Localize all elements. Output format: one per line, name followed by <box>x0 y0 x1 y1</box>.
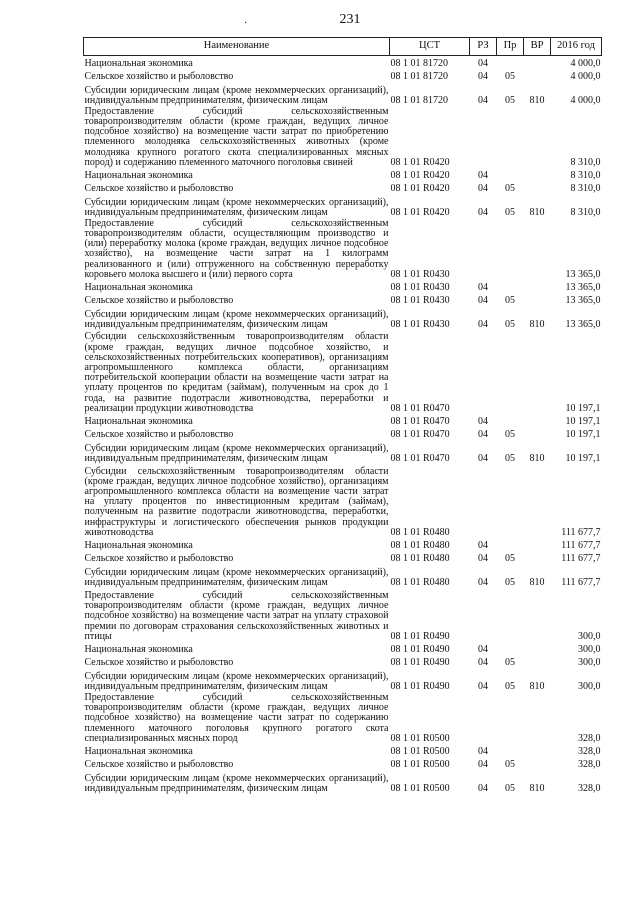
row-pr: 05 <box>505 318 515 330</box>
row-csr: 08 1 01 R0430 <box>390 294 450 306</box>
row-csr: 08 1 01 R0430 <box>390 318 450 330</box>
row-csr: 08 1 01 R0470 <box>390 402 450 414</box>
table-row <box>84 744 602 757</box>
row-vr <box>524 692 551 744</box>
row-csr: 08 1 01 R0480 <box>390 539 450 551</box>
row-vr <box>524 464 551 538</box>
row-amount: 111 677,7 <box>561 539 601 551</box>
table-row <box>84 655 602 668</box>
row-name: Предоставление субсидий сельскохозяйственным товаропроизводителям области (кроме граждан, ведущих личное подсобное хозяйство) на возмещение части затрат по приобретению племенного молодняка сельскохозяйственных животных (кроме молодняка крупного рогатого скота специализированных мясных пород) и содержанию племенного маточного поголовья свиней <box>84 105 389 168</box>
row-vr: 810 <box>529 576 545 588</box>
row-amount: 300,0 <box>578 656 601 668</box>
row-pr <box>497 168 524 181</box>
row-name: Национальная экономика <box>84 539 193 551</box>
row-name: Национальная экономика <box>84 745 193 757</box>
row-rz <box>470 464 497 538</box>
row-vr <box>524 69 551 82</box>
row-rz <box>470 218 497 280</box>
row-vr <box>524 330 551 414</box>
row-pr <box>497 464 524 538</box>
row-csr: 08 1 01 R0490 <box>390 656 450 668</box>
row-amount: 13 365,0 <box>565 268 601 280</box>
row-name: Субсидии юридическим лицам (кроме некоммерческих организаций), индивидуальным предпринимателям, физическим лицам <box>84 566 389 588</box>
row-vr <box>524 551 551 564</box>
row-csr: 08 1 01 81720 <box>390 94 448 106</box>
row-name: Предоставление субсидий сельскохозяйственным товаропроизводителям области (кроме граждан, ведущих личное подсобное хозяйство) на возмещение части затрат на уплату страховой премии по договорам страхования сельскохозяйственных животных и птицы <box>84 589 389 642</box>
row-rz: 04 <box>478 428 488 440</box>
row-rz: 04 <box>478 206 488 218</box>
row-pr <box>497 56 524 70</box>
scan-speck: · <box>244 18 248 29</box>
table-row <box>84 168 602 181</box>
row-pr: 05 <box>505 182 515 194</box>
row-csr: 08 1 01 R0420 <box>390 182 450 194</box>
row-name: Субсидии юридическим лицам (кроме некоммерческих организаций), индивидуальным предпринимателям, физическим лицам <box>84 308 389 330</box>
row-pr <box>497 106 524 168</box>
row-name: Предоставление субсидий сельскохозяйственным товаропроизводителям области, осуществляющим производство и (или) переработку молока (кроме граждан, ведущих личное подсобное хозяйство), на возмещение части затрат на 1 килограмм реализованного и (или) отгруженного на собственную переработку коровьего молока высшего и (или) первого сорта <box>84 217 389 280</box>
row-name: Предоставление субсидий сельскохозяйственным товаропроизводителям области (кроме граждан, ведущих личное подсобное хозяйство) на возмещение части затрат по содержанию племенного маточного поголовья крупного рогатого скота специализированных мясных пород <box>84 691 389 744</box>
table-row <box>84 692 602 744</box>
row-vr <box>524 56 551 70</box>
row-vr <box>524 655 551 668</box>
row-vr <box>524 744 551 757</box>
row-pr: 05 <box>505 656 515 668</box>
row-csr: 08 1 01 R0420 <box>390 156 450 168</box>
row-csr: 08 1 01 R0500 <box>390 782 450 794</box>
row-name: Национальная экономика <box>84 169 193 181</box>
row-csr: 08 1 01 R0470 <box>390 452 450 464</box>
row-rz <box>470 588 497 642</box>
header-rz: РЗ <box>470 38 497 56</box>
row-amount: 4 000,0 <box>570 70 601 82</box>
row-vr: 810 <box>529 680 545 692</box>
row-amount: 8 310,0 <box>570 156 601 168</box>
row-csr: 08 1 01 R0500 <box>390 745 450 757</box>
table-row <box>84 770 602 794</box>
row-pr <box>497 588 524 642</box>
row-csr: 08 1 01 R0490 <box>390 630 450 642</box>
row-name: Субсидии юридическим лицам (кроме некоммерческих организаций), индивидуальным предпринимателям, физическим лицам <box>84 772 389 794</box>
row-amount: 8 310,0 <box>570 169 601 181</box>
row-rz: 04 <box>478 415 488 427</box>
row-rz <box>470 692 497 744</box>
row-name: Сельское хозяйство и рыболовство <box>84 428 234 440</box>
row-vr <box>524 280 551 293</box>
row-vr <box>524 293 551 306</box>
row-pr: 05 <box>505 70 515 82</box>
row-pr: 05 <box>505 576 515 588</box>
table-row <box>84 330 602 414</box>
row-vr <box>524 642 551 655</box>
row-pr: 05 <box>505 428 515 440</box>
table-row <box>84 306 602 330</box>
row-rz: 04 <box>478 758 488 770</box>
table-body <box>84 56 602 795</box>
row-rz: 04 <box>478 182 488 194</box>
row-name: Субсидии юридическим лицам (кроме некоммерческих организаций), индивидуальным предпринимателям, физическим лицам <box>84 670 389 692</box>
row-csr: 08 1 01 81720 <box>390 70 448 82</box>
row-rz: 04 <box>478 294 488 306</box>
row-rz: 04 <box>478 318 488 330</box>
row-rz: 04 <box>478 643 488 655</box>
row-vr: 810 <box>529 94 545 106</box>
row-amount: 111 677,7 <box>561 526 601 538</box>
row-pr: 05 <box>505 206 515 218</box>
row-rz: 04 <box>478 57 488 69</box>
table-row <box>84 427 602 440</box>
table-row <box>84 668 602 692</box>
row-pr <box>497 414 524 427</box>
row-rz: 04 <box>478 169 488 181</box>
row-csr: 08 1 01 R0490 <box>390 643 450 655</box>
row-vr <box>524 757 551 770</box>
row-csr: 08 1 01 R0430 <box>390 281 450 293</box>
row-name: Сельское хозяйство и рыболовство <box>84 70 234 82</box>
table-row <box>84 440 602 464</box>
table-row <box>84 642 602 655</box>
row-amount: 111 677,7 <box>561 552 601 564</box>
row-amount: 13 365,0 <box>565 318 601 330</box>
row-pr <box>497 642 524 655</box>
row-name: Субсидии юридическим лицам (кроме некоммерческих организаций), индивидуальным предпринимателям, физическим лицам <box>84 196 389 218</box>
row-rz: 04 <box>478 552 488 564</box>
row-rz: 04 <box>478 281 488 293</box>
table-row <box>84 280 602 293</box>
table-row <box>84 194 602 218</box>
table-header-row <box>84 38 602 56</box>
row-csr: 08 1 01 R0420 <box>390 169 450 181</box>
header-year: 2016 год <box>551 38 602 56</box>
row-csr: 08 1 01 R0480 <box>390 552 450 564</box>
table-row <box>84 757 602 770</box>
row-pr: 05 <box>505 758 515 770</box>
row-name: Национальная экономика <box>84 643 193 655</box>
row-amount: 111 677,7 <box>561 576 601 588</box>
row-pr <box>497 280 524 293</box>
row-csr: 08 1 01 R0490 <box>390 680 450 692</box>
header-csr: ЦСТ <box>390 38 470 56</box>
row-csr: 08 1 01 R0480 <box>390 526 450 538</box>
row-name: Субсидии сельскохозяйственным товаропроизводителям области (кроме граждан, ведущих личное подсобное хозяйство), организациям агропромышленного комплекса области на возмещение части затрат на уплату процентов по инвестиционным кредитам (займам), полученным на развитие подотрасли животноводства, переработки, инфраструктуры и логистического обеспечения рынков продукции животноводства <box>84 465 389 538</box>
header-vr: ВР <box>524 38 551 56</box>
row-amount: 10 197,1 <box>565 402 601 414</box>
row-name: Сельское хозяйство и рыболовство <box>84 294 234 306</box>
row-name: Национальная экономика <box>84 415 193 427</box>
row-name: Национальная экономика <box>84 57 193 69</box>
row-amount: 8 310,0 <box>570 206 601 218</box>
table-row <box>84 181 602 194</box>
row-vr <box>524 427 551 440</box>
row-vr <box>524 538 551 551</box>
row-amount: 4 000,0 <box>570 57 601 69</box>
row-csr: 08 1 01 R0500 <box>390 758 450 770</box>
row-pr: 05 <box>505 294 515 306</box>
row-rz: 04 <box>478 94 488 106</box>
row-amount: 8 310,0 <box>570 182 601 194</box>
row-rz: 04 <box>478 70 488 82</box>
row-pr <box>497 744 524 757</box>
row-amount: 13 365,0 <box>565 294 601 306</box>
row-rz <box>470 106 497 168</box>
row-pr <box>497 692 524 744</box>
row-name: Субсидии юридическим лицам (кроме некоммерческих организаций), индивидуальным предпринимателям, физическим лицам <box>84 442 389 464</box>
row-csr: 08 1 01 R0470 <box>390 428 450 440</box>
row-name: Национальная экономика <box>84 281 193 293</box>
row-amount: 328,0 <box>578 782 601 794</box>
row-rz: 04 <box>478 680 488 692</box>
row-rz: 04 <box>478 656 488 668</box>
row-vr <box>524 414 551 427</box>
row-amount: 300,0 <box>578 630 601 642</box>
row-name: Субсидии сельскохозяйственным товаропроизводителям области (кроме граждан, ведущих личное подсобное хозяйство, и сельскохозяйственных потребительских кооперативов), организациям агропромышленного комплекса области, организациям потребительской кооперации области на возмещение части затрат на уплату процентов по кредитам (займам), полученным на срок до 1 года, на развитие подотрасли животноводства, переработки и реализации продукции животноводства <box>84 331 389 414</box>
row-rz: 04 <box>478 539 488 551</box>
budget-table <box>83 37 602 794</box>
row-amount: 4 000,0 <box>570 94 601 106</box>
row-pr: 05 <box>505 94 515 106</box>
row-amount: 10 197,1 <box>565 428 601 440</box>
row-vr <box>524 218 551 280</box>
row-vr: 810 <box>529 782 545 794</box>
row-csr: 08 1 01 R0420 <box>390 206 450 218</box>
header-name: Наименование <box>84 38 390 56</box>
row-amount: 10 197,1 <box>565 415 601 427</box>
table-row <box>84 293 602 306</box>
row-csr: 08 1 01 R0480 <box>390 576 450 588</box>
row-rz: 04 <box>478 745 488 757</box>
row-amount: 13 365,0 <box>565 281 601 293</box>
row-csr: 08 1 01 81720 <box>390 57 448 69</box>
table-row <box>84 218 602 280</box>
table-row <box>84 538 602 551</box>
row-csr: 08 1 01 R0500 <box>390 732 450 744</box>
row-vr: 810 <box>529 206 545 218</box>
table-row <box>84 69 602 82</box>
row-amount: 300,0 <box>578 680 601 692</box>
row-rz: 04 <box>478 782 488 794</box>
table-row <box>84 82 602 106</box>
row-vr <box>524 588 551 642</box>
row-vr <box>524 181 551 194</box>
page-number: 231 <box>339 12 361 27</box>
row-rz: 04 <box>478 576 488 588</box>
row-csr: 08 1 01 R0470 <box>390 415 450 427</box>
row-amount: 10 197,1 <box>565 452 601 464</box>
table-row <box>84 564 602 588</box>
table-row <box>84 551 602 564</box>
row-amount: 300,0 <box>578 643 601 655</box>
row-pr: 05 <box>505 680 515 692</box>
table-row <box>84 414 602 427</box>
row-vr: 810 <box>529 318 545 330</box>
row-csr: 08 1 01 R0430 <box>390 268 450 280</box>
row-vr: 810 <box>529 452 545 464</box>
table-row <box>84 464 602 538</box>
row-pr <box>497 330 524 414</box>
row-name: Сельское хозяйство и рыболовство <box>84 758 234 770</box>
row-rz: 04 <box>478 452 488 464</box>
row-pr: 05 <box>505 782 515 794</box>
header-pr: Пр <box>497 38 524 56</box>
row-pr: 05 <box>505 552 515 564</box>
row-vr <box>524 106 551 168</box>
table-row <box>84 56 602 70</box>
row-amount: 328,0 <box>578 745 601 757</box>
row-name: Сельское хозяйство и рыболовство <box>84 552 234 564</box>
row-pr <box>497 218 524 280</box>
row-name: Сельское хозяйство и рыболовство <box>84 656 234 668</box>
row-vr <box>524 168 551 181</box>
row-amount: 328,0 <box>578 732 601 744</box>
row-name: Субсидии юридическим лицам (кроме некоммерческих организаций), индивидуальным предпринимателям, физическим лицам <box>84 84 389 106</box>
row-rz <box>470 330 497 414</box>
row-amount: 328,0 <box>578 758 601 770</box>
row-pr: 05 <box>505 452 515 464</box>
row-name: Сельское хозяйство и рыболовство <box>84 182 234 194</box>
row-pr <box>497 538 524 551</box>
table-row <box>84 106 602 168</box>
table-row <box>84 588 602 642</box>
